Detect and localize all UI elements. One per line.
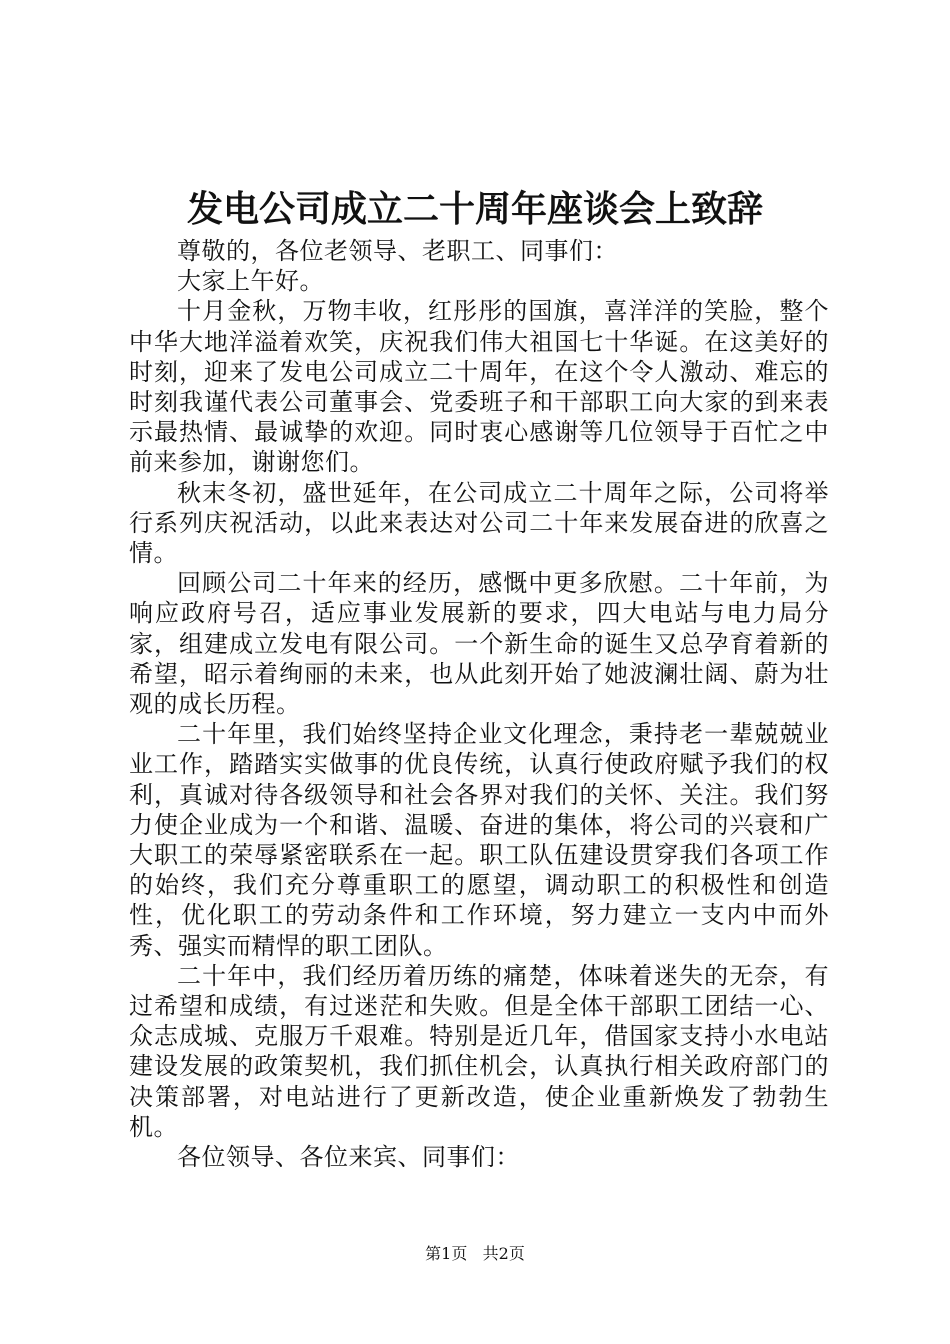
document-body: [129, 236, 829, 1172]
paragraph-salutation: 尊敬的，各位老领导、老职工、同事们：: [177, 237, 618, 265]
page-number: 第1页: [425, 1244, 468, 1263]
paragraph-twenty-years: 二十年里，我们始终坚持企业文化理念，秉持老一辈兢兢业业工作，踏踏实实做事的优良传统，认真行使政府赋予我们的权利，真诚对待各级领导和社会各界对我们的关怀、关注。我们努力使企业成为一个和谐、温暖、奋进的集体，将公司的兴衰和广大职工的荣辱紧密联系在一起。职工队伍建设贯穿我们各项工作的始终，我们充分尊重职工的愿望，调动职工的积极性和创造性，优化职工的劳动条件和工作环境，努力建立一支内中而外秀、强实而精悍的职工团队。: [129, 720, 829, 960]
paragraph-celebration: 十月金秋，万物丰收，红彤彤的国旗，喜洋洋的笑脸，整个中华大地洋溢着欢笑，庆祝我们伟大祖国七十华诞。在这美好的时刻，迎来了发电公司成立二十周年，在这个令人激动、难忘的时刻我谨代表公司董事会、党委班子和干部职工向大家的到来表示最热情、最诚挚的欢迎。同时衷心感谢等几位领导于百忙之中前来参加，谢谢您们。: [129, 297, 829, 477]
page-total: 共2页: [482, 1244, 525, 1263]
document-title: 发电公司成立二十周年座谈会上致辞: [186, 188, 763, 230]
paragraph-challenges: 二十年中，我们经历着历练的痛楚，体味着迷失的无奈，有过希望和成绩，有过迷茫和失败。但是全体干部职工团结一心、众志成城、克服万千艰难。特别是近几年，借国家支持小水电站建设发展的政策契机，我们抓住机会，认真执行相关政府部门的决策部署，对电站进行了更新改造，使企业重新焕发了勃勃生机。: [129, 961, 829, 1141]
paragraph-address: 各位领导、各位来宾、同事们：: [177, 1143, 520, 1172]
paragraph-greeting: 大家上午好。: [177, 267, 324, 296]
paragraph-events: 秋末冬初，盛世延年，在公司成立二十周年之际，公司将举行系列庆祝活动，以此来表达对公司二十年来发展奋进的欣喜之情。: [129, 478, 829, 568]
page-footer: [0, 1242, 950, 1266]
page-spacer: [472, 1244, 477, 1263]
paragraph-history: 回顾公司二十年来的经历，感慨中更多欣慰。二十年前，为响应政府号召，适应事业发展新的要求，四大电站与电力局分家，组建成立发电有限公司。一个新生命的诞生又总孕育着新的希望，昭示着绚丽的未来，也从此刻开始了她波澜壮阔、蔚为壮观的成长历程。: [129, 569, 829, 719]
